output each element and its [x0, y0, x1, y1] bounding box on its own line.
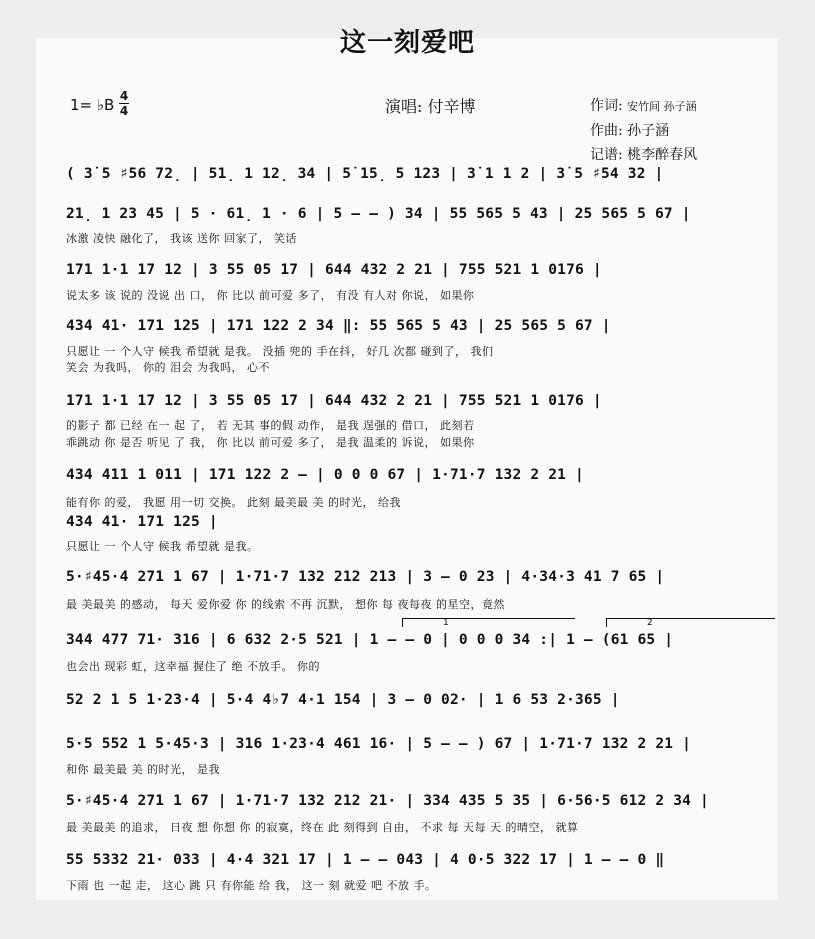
lyric-row: 笑会 为我吗， 你的 泪会 为我吗， 心不	[66, 361, 270, 374]
first-ending-bracket: 1	[402, 618, 575, 627]
lyric-row: 和你 最美最 美 的时光， 是我	[66, 763, 220, 776]
singer-credit: 演唱: 付辛博	[385, 97, 476, 116]
composer-credit: 作曲: 孙子涵	[590, 123, 670, 139]
notation-row: 171 1·1 17 12 | 3 55 05 17 | 644 432 2 21 | 755 521 1 0176 |	[66, 262, 602, 278]
lyric-row: 也会出 现彩 虹，这幸福 握住了 绝 不放手。 你的	[66, 660, 320, 673]
lyricist-names: 安竹间 孙子涵	[627, 100, 697, 113]
transcriber-credit: 记谱: 桃李醉春风	[590, 147, 698, 163]
notation-row: ( 3̇ 5 ♯56 72̣ | 51̣ 1 12̣ 34 | 5̇ 15̣ 5 123 | 3̇ 1 1 2 | 3̇ 5 ♯54 32 |	[66, 166, 664, 182]
lyric-row: 冰激 凌快 融化了， 我该 送你 回家了， 笑话	[66, 232, 297, 245]
lyric-row: 最 美最美 的感动， 每天 爱你爱 你 的线索 不再 沉默， 想你 每 夜每夜 的星空，竟然	[66, 598, 505, 611]
second-ending-bracket: 2	[606, 618, 775, 627]
notation-row: 171 1·1 17 12 | 3 55 05 17 | 644 432 2 21 | 755 521 1 0176 |	[66, 393, 602, 409]
key-signature: 1= ♭B	[70, 96, 115, 114]
time-signature	[119, 90, 129, 117]
credits-block	[590, 94, 697, 167]
notation-row: 52 2 1 5 1·23·4 | 5·4 4♭7 4·1 154 | 3 – 0 02· | 1 6 53 2·365 |	[66, 692, 620, 708]
notation-row: 5·5 552 1 5·45·3 | 316 1·23·4 461 16· | 5 – – ) 67 | 1·71·7 132 2 21 |	[66, 736, 692, 752]
lyricist-label: 作词:	[590, 98, 623, 114]
lyric-row: 最 美最美 的追求， 日夜 想 你想 你 的寂寞，终在 此 刻得到 自由， 不求 每 天每 天 的晴空， 就算	[66, 821, 579, 834]
lyric-row: 能有你 的爱， 我愿 用一切 交换。 此刻 最美最 美 的时光， 给我	[66, 496, 401, 509]
lyric-row: 下雨 也 一起 走， 这心 跳 只 有你能 给 我， 这一 刻 就爱 吧 不放 手。	[66, 879, 437, 892]
lyricist-credit	[590, 94, 697, 119]
notation-row: 55 5332 21· 033 | 4·4 321 17 | 1 – – 043 | 4 0·5 322 17 | 1 – – 0 ‖	[66, 852, 665, 868]
notation-row: 434 41· 171 125 | 171 122 2 34 ‖: 55 565 5 43 | 25 565 5 67 |	[66, 318, 611, 334]
notation-row: 434 411 1 011 | 171 122 2 – | 0 0 0 67 | 1·71·7 132 2 21 |	[66, 467, 584, 483]
song-title: 这一刻爱吧	[339, 28, 475, 58]
lyric-row: 乖跳动 你 是否 听见 了 我， 你 比以 前可爱 多了， 是我 温柔的 诉说， 如果你	[66, 436, 475, 449]
notation-row: 21̣ 1 23 45 | 5 · 61̣ 1 · 6 | 5 – – ) 34 | 55 565 5 43 | 25 565 5 67 |	[66, 206, 691, 222]
lyric-row: 说太多 该 说的 没说 出 口， 你 比以 前可爱 多了， 有没 有人对 你说， 如果你	[66, 289, 475, 302]
time-top: 4	[119, 89, 129, 103]
lyric-row: 只愿让 一 个人守 候我 希望就 是我。 没插 兜的 手在抖， 好几 次都 碰到了， 我们	[66, 345, 494, 358]
lyric-row: 只愿让 一 个人守 候我 希望就 是我。	[66, 540, 259, 553]
notation-row: 344 477 71· 316 | 6 632 2·5 521 | 1 – – 0 | 0 0 0 34 :| 1 – (61 65 |	[66, 632, 674, 648]
lyric-row: 的影子 都 已经 在一 起 了， 若 无其 事的假 动作， 是我 逞强的 借口， 此刻若	[66, 419, 475, 432]
notation-row: 5·♯45·4 271 1 67 | 1·71·7 132 212 213 | 3 – 0 23 | 4·34·3 41 7 65 |	[66, 569, 665, 585]
notation-row: 434 41· 171 125 |	[66, 514, 218, 530]
time-bottom: 4	[119, 104, 129, 118]
notation-row: 5·♯45·4 271 1 67 | 1·71·7 132 212 21· | 334 435 5 35 | 6·56·5 612 2 34 |	[66, 793, 709, 809]
